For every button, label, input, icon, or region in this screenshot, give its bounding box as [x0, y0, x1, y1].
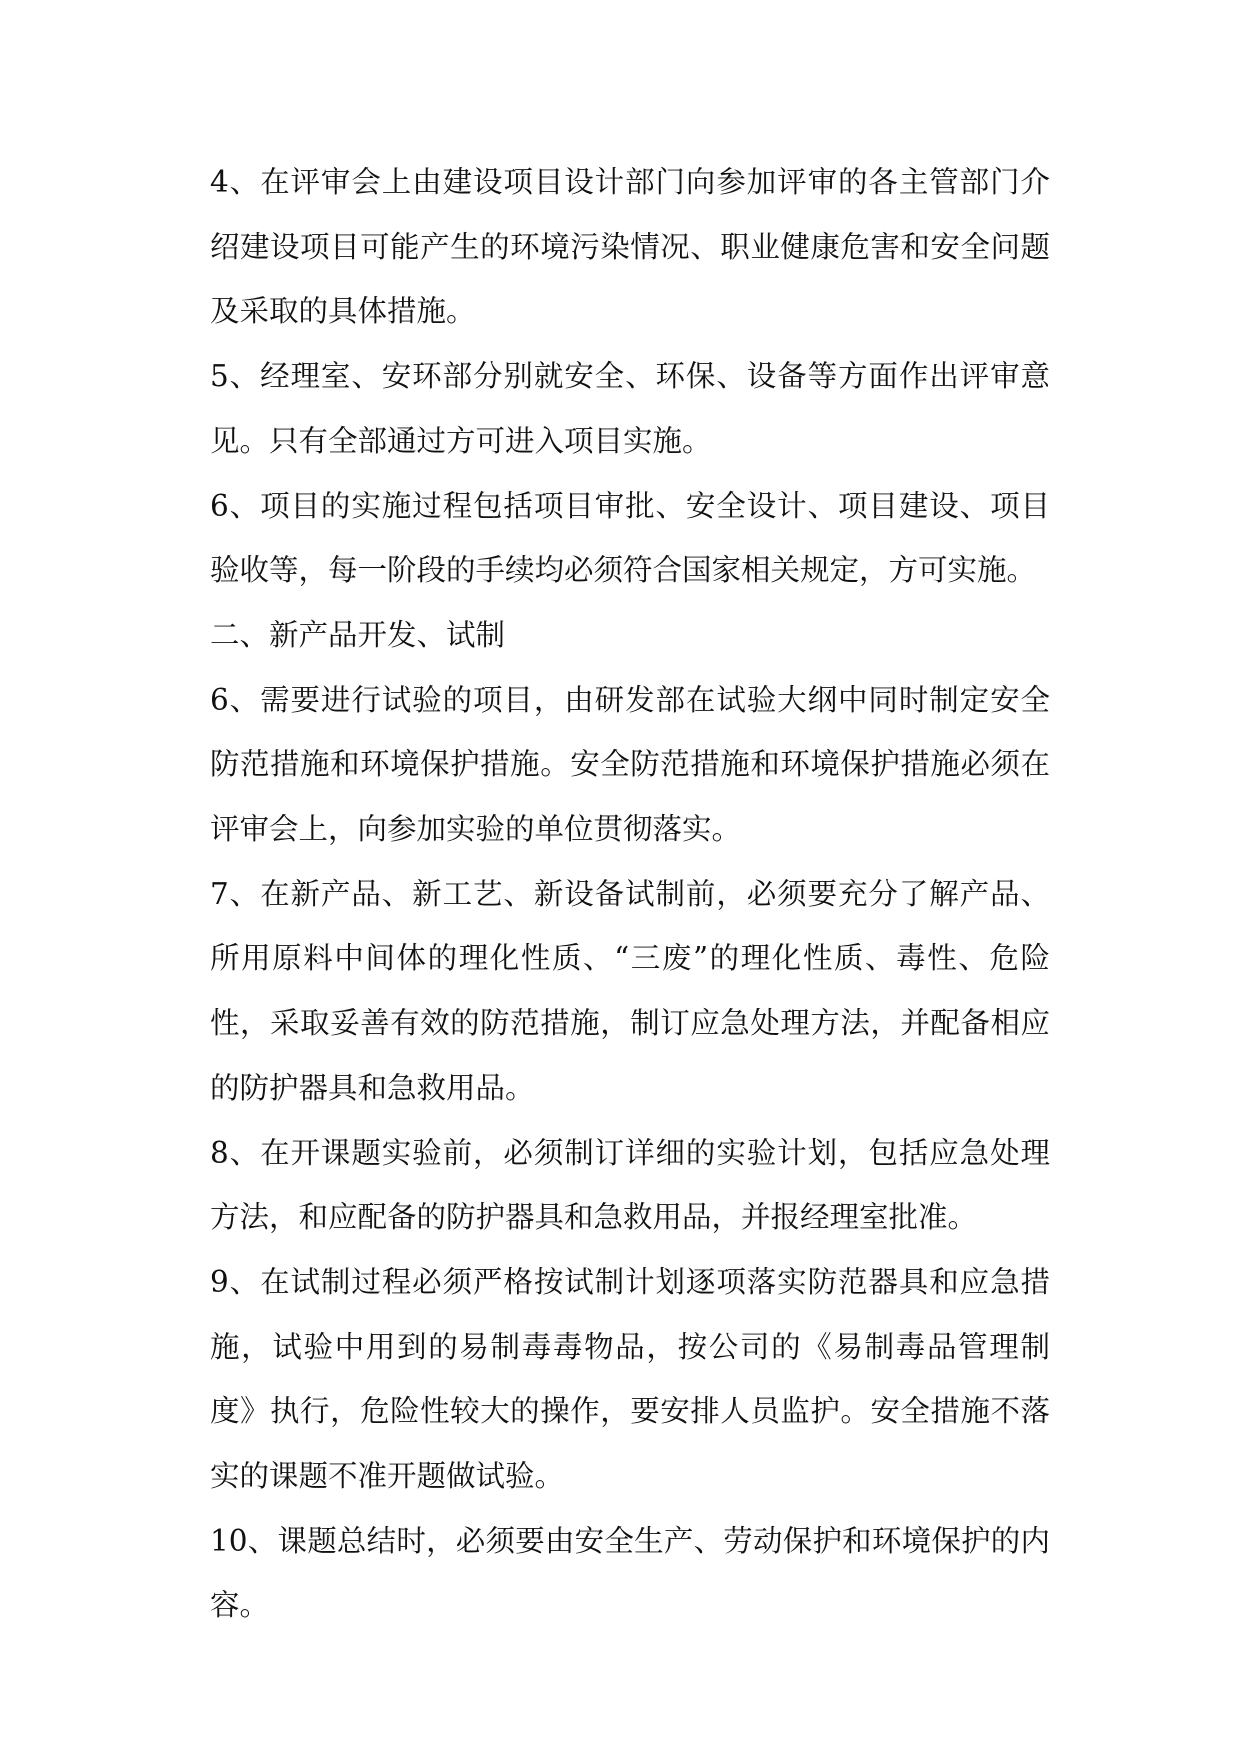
paragraph-item-9: 9、在试制过程必须严格按试制计划逐项落实防范器具和应急措施，试验中用到的易制毒毒物品，按公司的《易制毒品管理制度》执行，危险性较大的操作，要安排人员监护。安全措施不落实的课题不准开题做试验。 [210, 1264, 1050, 1494]
paragraph-item-8: 8、在开课题实验前，必须制订详细的实验计划，包括应急处理方法，和应配备的防护器具和急救用品，并报经理室批准。 [210, 1135, 1050, 1235]
paragraph-item-5: 5、经理室、安环部分别就安全、环保、设备等方面作出评审意见。只有全部通过方可进入项目实施。 [210, 359, 1050, 458]
paragraph-item-7: 7、在新产品、新工艺、新设备试制前，必须要充分了解产品、所用原料中间体的理化性质、“三废”的理化性质、毒性、危险性，采取妥善有效的防范措施，制订应急处理方法，并配备相应的防护器具和急救用品。 [210, 876, 1050, 1105]
paragraph-item-6b: 6、需要进行试验的项目，由研发部在试验大纲中同时制定安全防范措施和环境保护措施。安全防范措施和环境保护措施必须在评审会上，向参加实验的单位贯彻落实。 [210, 682, 1050, 847]
section-heading: 二、新产品开发、试制 [210, 617, 506, 652]
paragraph-item-10: 10、课题总结时，必须要由安全生产、劳动保护和环境保护的内容。 [210, 1523, 1050, 1623]
paragraph-item-6: 6、项目的实施过程包括项目审批、安全设计、项目建设、项目验收等，每一阶段的手续均必须符合国家相关规定，方可实施。 [210, 488, 1050, 588]
document-page [210, 150, 1050, 1638]
paragraph-item-4: 4、在评审会上由建设项目设计部门向参加评审的各主管部门介绍建设项目可能产生的环境污染情况、职业健康危害和安全问题及采取的具体措施。 [210, 165, 1050, 329]
